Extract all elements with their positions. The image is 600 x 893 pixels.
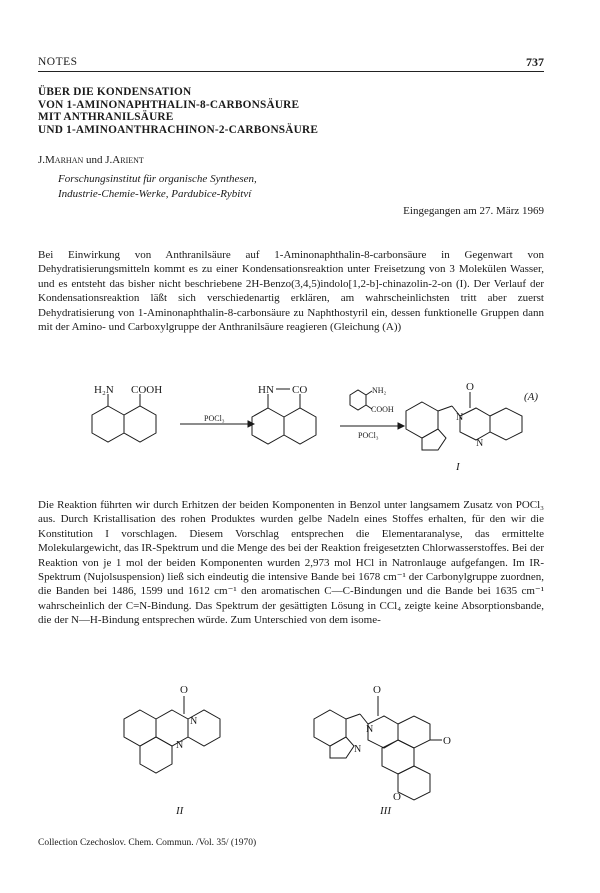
nh2-label: NH₂ [372,386,387,395]
iii-n2: N [354,744,362,755]
naphthostyril [252,389,316,444]
reagent-2: POCl₃ [358,431,379,440]
authors: J.Marhan und J.Arient [38,154,144,166]
title-line-2: VON 1-AMINONAPHTHALIN-8-CARBONSÄURE [38,98,300,111]
title-line-4: UND 1-AMINOANTHRACHINON-2-CARBONSÄURE [38,123,319,136]
acid-label: COOH [131,384,163,396]
equation-label: (A) [524,391,539,403]
hn-label: HN [258,384,274,396]
ii-label: II [176,805,184,817]
reaction-scheme [0,378,600,488]
product-structure-I [406,392,522,450]
reagent-1: POCl₃ [204,414,225,423]
iii-n1: N [366,724,374,735]
header-rule [38,71,544,72]
structure-III [314,696,442,800]
product-n2: N [476,438,484,449]
structures-II-III [0,680,600,830]
affiliation: Forschungsinstitut für organische Synthesen, Industrie-Chemie-Werke, Pardubice-Rybitví [58,173,257,200]
structure-II [124,696,220,773]
iii-o3: O [393,791,401,803]
title-line-1: ÜBER DIE KONDENSATION [38,86,192,98]
section-name: NOTES [38,56,78,68]
article-title [38,86,544,136]
title-line-3: MIT ANTHRANILSÄURE [38,111,174,124]
paragraph-1: Bei Einwirkung von Anthranilsäure auf 1-Aminonaphthalin-8-carbonsäure in Gegenwart von Dehydratisierungsmitteln kommt es zu einer Kondensationsreaktion unter Freisetzung von 3 Molekülen Wasser, und es entsteht das bisher nicht beschriebene 2H-Benzo(3,4,5)indolo[1,2-b]-chinazolin-2-on (I). Der Verlauf der Kondensationsreaktion läßt sich verschiedenartig erklären, am wahrscheinlichsten tritt aber zuerst Dehydratisierung von 1-Aminonaphthalin-8-carbonsäure zu Naphthostyril ein, dessen funktionelle Gruppen dann mit der Amino- und Carboxylgruppe der Anthranilsäure reagieren (Gleichung (A)) [38,249,544,334]
author-2: Arient [112,154,144,166]
page-number: 737 [526,55,544,69]
product-n1: N [456,412,464,423]
journal-footer: Collection Czechoslov. Chem. Commun. /Vol. 35/ (1970) [38,838,257,848]
ii-o: O [180,684,188,696]
iii-o1: O [373,684,381,696]
ii-n2: N [176,740,184,751]
author-1: Marhan [45,154,84,166]
iii-label: III [380,805,391,817]
iii-o2: O [443,735,451,747]
cooh-label: COOH [371,405,394,414]
product-label: I [456,461,460,473]
product-o: O [466,381,474,393]
ii-n1: N [190,716,198,727]
co-label: CO [292,384,308,396]
naphthalene-reactant [92,394,156,442]
received-date: Eingegangen am 27. März 1969 [403,205,544,217]
amine-label: H₂N [94,384,114,396]
paragraph-2: Die Reaktion führten wir durch Erhitzen der beiden Komponenten in Benzol unter langsamem Zusatz von POCl₃ aus. Durch Kristallisation des rohen Produktes wurden gelbe Nadeln eines Stoffes erhalten, für den wir die Konstitution I vorschlagen. Diesem Vorschlag entsprechen die Elementaranalyse, das ermittelte Molekulargewicht, das IR-Spektrum und die Menge des bei der Reaktion freigesetzten Chlorwasserstoffes. Bei der Reaktion von je 1 mol der beiden Komponenten wurden 2,973 mol HCl in Natronlauge aufgefangen. Im IR-Spektrum (Nujolsuspension) ließ sich eindeutig die intensive Bande bei 1678 cm⁻¹ der Carbonylgruppe zuordnen, die Banden bei 1486, 1599 und 1612 cm⁻¹ den aromatischen C—C-Bindungen und die Bande bei 1635 cm⁻¹ wahrscheinlich der C=N-Bindung. Das Spektrum der gesättigten Lösung in CCl₄ zeigte keine Absorptionsbande, die der N—H-Bindung entsprechen würde. Zum Unterschied von dem isome- [38,499,544,627]
running-header [38,56,544,70]
anthranilic-acid [350,390,372,410]
